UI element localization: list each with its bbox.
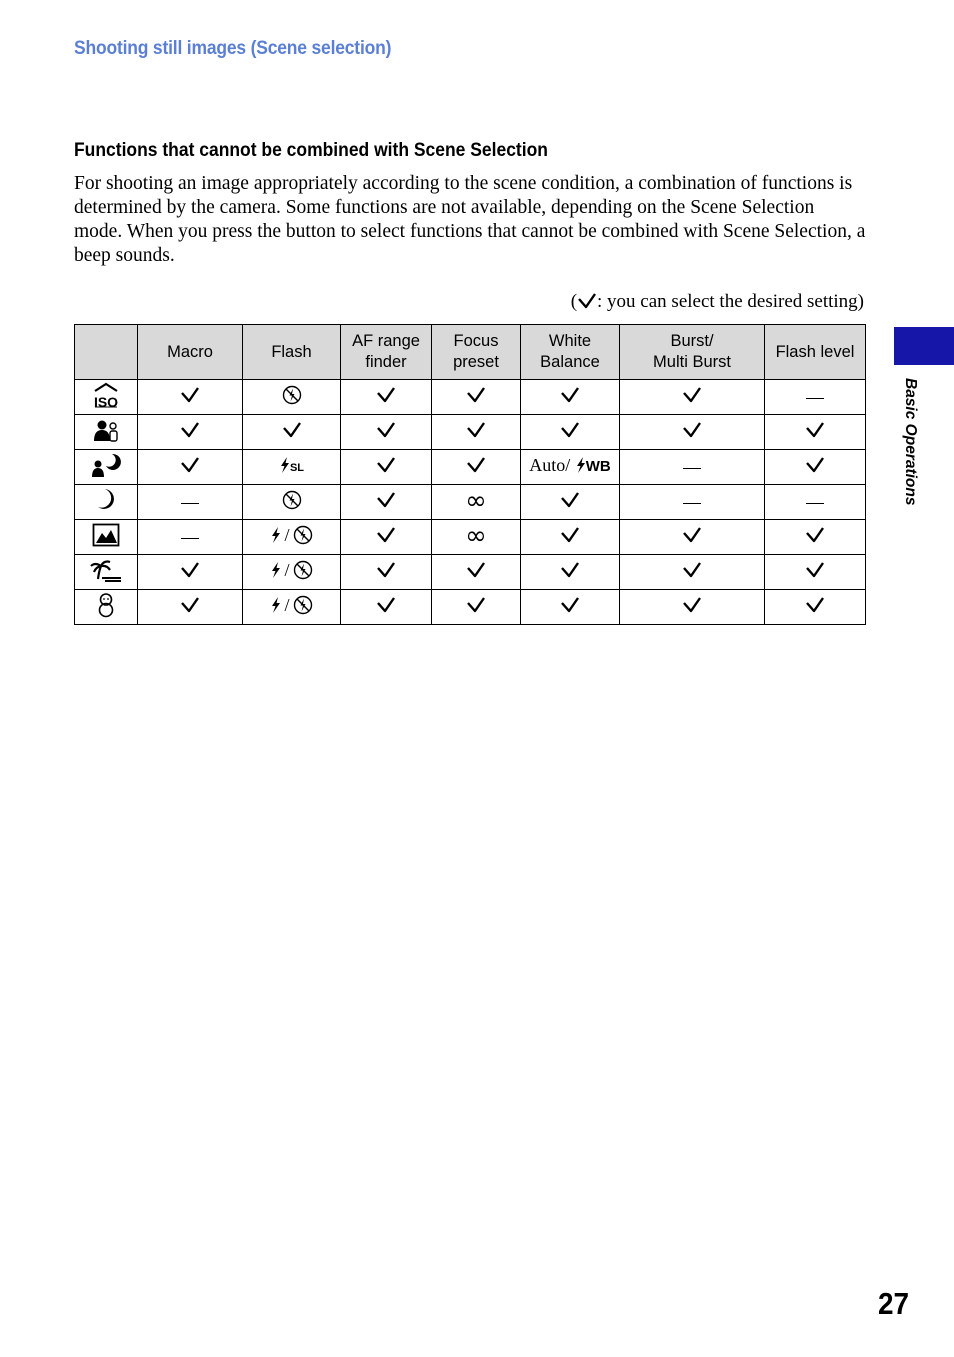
label-infinity: ∞ — [465, 520, 487, 551]
scene-cell — [75, 520, 138, 555]
table-cell — [138, 450, 243, 485]
check-icon — [682, 386, 702, 409]
check-icon — [180, 596, 200, 619]
twilight-portrait-icon — [91, 452, 121, 483]
section-tab-label: Basic Operations — [902, 378, 919, 506]
dash-mark — [806, 503, 824, 504]
table-row — [75, 415, 866, 450]
check-icon — [282, 421, 302, 444]
section-heading: Functions that cannot be combined with Scene Selection — [74, 140, 548, 161]
column-header-line: White — [548, 332, 592, 350]
table-row — [75, 485, 866, 520]
column-header — [620, 325, 765, 380]
scene-cell — [75, 415, 138, 450]
table-cell — [138, 555, 243, 590]
table-row — [75, 555, 866, 590]
table-cell — [521, 555, 620, 590]
table-cell — [765, 450, 866, 485]
dash-mark — [683, 468, 701, 469]
table-cell — [341, 590, 432, 625]
table-cell — [521, 520, 620, 555]
check-icon — [466, 421, 486, 444]
flash-off-icon — [282, 385, 302, 410]
check-icon — [466, 456, 486, 479]
check-icon — [805, 421, 825, 444]
check-icon — [180, 421, 200, 444]
table-cell — [341, 450, 432, 485]
running-head: Shooting still images (Scene selection) — [74, 38, 392, 59]
column-header-line: Macro — [167, 342, 213, 361]
label-auto: Auto/ — [529, 455, 575, 476]
beach-icon — [90, 557, 122, 588]
table-cell — [521, 450, 620, 485]
label-wb: WB — [585, 458, 611, 476]
check-icon — [466, 561, 486, 584]
check-icon — [805, 526, 825, 549]
table-cell — [765, 590, 866, 625]
check-icon — [180, 456, 200, 479]
column-header-line: preset — [453, 353, 499, 371]
column-header — [341, 325, 432, 380]
dash-mark — [181, 503, 199, 504]
table-cell — [620, 590, 765, 625]
table-cell — [138, 520, 243, 555]
table-cell — [765, 485, 866, 520]
column-header-line: Focus — [453, 332, 499, 350]
table-cell — [243, 485, 341, 520]
table-cell — [138, 485, 243, 520]
table-cell — [243, 520, 341, 555]
flash-off-icon — [293, 560, 313, 585]
table-cell — [341, 555, 432, 590]
table-cell — [243, 450, 341, 485]
table-row — [75, 520, 866, 555]
table-cell — [138, 590, 243, 625]
table-cell — [765, 520, 866, 555]
svg-text:ISO: ISO — [93, 393, 119, 409]
column-header — [138, 325, 243, 380]
table-cell — [138, 415, 243, 450]
check-icon — [805, 561, 825, 584]
dash-mark — [806, 398, 824, 399]
table-cell — [521, 415, 620, 450]
scene-function-table — [74, 324, 866, 625]
legend-open-paren: ( — [570, 291, 578, 312]
column-header-line: Burst/ — [670, 332, 714, 350]
table-cell — [432, 590, 521, 625]
check-icon — [560, 421, 580, 444]
table-cell — [765, 415, 866, 450]
check-icon — [577, 292, 597, 310]
flash-off-icon — [293, 595, 313, 620]
flash-off-icon — [282, 490, 302, 515]
section-tab — [894, 327, 954, 365]
dash-mark — [683, 503, 701, 504]
twilight-icon — [95, 487, 117, 518]
check-icon — [682, 596, 702, 619]
legend-note — [571, 291, 864, 313]
table-cell — [620, 485, 765, 520]
table-cell — [341, 520, 432, 555]
check-icon — [560, 526, 580, 549]
scene-cell — [75, 555, 138, 590]
table-cell — [620, 555, 765, 590]
soft-snap-icon — [92, 417, 120, 448]
scene-cell — [75, 380, 138, 415]
table-cell — [138, 380, 243, 415]
table-cell — [521, 590, 620, 625]
check-icon — [376, 386, 396, 409]
check-icon — [682, 421, 702, 444]
table-cell — [341, 415, 432, 450]
table-cell — [620, 520, 765, 555]
column-header-line: Flash — [271, 342, 312, 361]
column-header — [75, 325, 138, 380]
flash-icon — [279, 456, 290, 479]
check-icon — [376, 456, 396, 479]
high-sensitivity-iso-icon — [92, 381, 120, 414]
table-cell — [341, 485, 432, 520]
table-body — [75, 380, 866, 625]
check-icon — [805, 456, 825, 479]
table-cell — [243, 590, 341, 625]
column-header-line: Balance — [540, 353, 600, 371]
check-icon — [682, 561, 702, 584]
check-icon — [560, 596, 580, 619]
check-icon — [805, 596, 825, 619]
column-header-line: finder — [365, 353, 407, 371]
check-icon — [376, 421, 396, 444]
column-header — [765, 325, 866, 380]
table-header-row — [75, 325, 866, 380]
check-icon — [180, 386, 200, 409]
table-cell — [432, 520, 521, 555]
column-header-line: AF range — [352, 332, 420, 350]
table-cell — [243, 415, 341, 450]
scene-cell — [75, 450, 138, 485]
check-icon — [560, 386, 580, 409]
label-slash: / — [284, 525, 290, 546]
check-icon — [376, 526, 396, 549]
table-cell — [521, 380, 620, 415]
table-cell — [765, 380, 866, 415]
table-cell — [620, 450, 765, 485]
label-slash: / — [284, 560, 290, 581]
flash-off-icon — [293, 525, 313, 550]
table-cell — [432, 380, 521, 415]
table-cell — [765, 555, 866, 590]
table-cell — [620, 415, 765, 450]
table-cell — [620, 380, 765, 415]
column-header — [521, 325, 620, 380]
table-cell — [432, 450, 521, 485]
flash-icon — [575, 456, 586, 479]
table-row — [75, 590, 866, 625]
legend-text: : you can select the desired setting) — [597, 291, 864, 312]
column-header-line: Flash level — [775, 342, 855, 361]
snow-icon — [94, 592, 118, 623]
flash-icon — [270, 561, 281, 584]
landscape-icon — [92, 523, 120, 552]
body-paragraph: For shooting an image appropriately according to the scene condition, a combination of functions is determined by the camera. Some functions are not available, depending on the Scene Selection mode. When you press the button to select functions that cannot be combined with Scene Selection, a beep sounds. — [74, 173, 866, 266]
scene-cell — [75, 590, 138, 625]
check-icon — [682, 526, 702, 549]
check-icon — [376, 491, 396, 514]
column-header — [432, 325, 521, 380]
label-slash: / — [284, 595, 290, 616]
flash-icon — [270, 596, 281, 619]
check-icon — [180, 561, 200, 584]
check-icon — [560, 561, 580, 584]
table-cell — [243, 555, 341, 590]
check-icon — [466, 386, 486, 409]
label-sl: SL — [289, 462, 305, 475]
label-infinity: ∞ — [465, 485, 487, 516]
flash-icon — [270, 526, 281, 549]
table-cell — [341, 380, 432, 415]
column-header — [243, 325, 341, 380]
table-row — [75, 450, 866, 485]
table-cell — [521, 485, 620, 520]
dash-mark — [181, 538, 199, 539]
column-header-line: Multi Burst — [653, 353, 731, 371]
table-cell — [432, 555, 521, 590]
check-icon — [466, 596, 486, 619]
table-cell — [243, 380, 341, 415]
table-cell — [432, 415, 521, 450]
table-cell — [432, 485, 521, 520]
page-number: 27 — [878, 1286, 910, 1321]
check-icon — [560, 491, 580, 514]
check-icon — [376, 561, 396, 584]
check-icon — [376, 596, 396, 619]
scene-cell — [75, 485, 138, 520]
table-row — [75, 380, 866, 415]
